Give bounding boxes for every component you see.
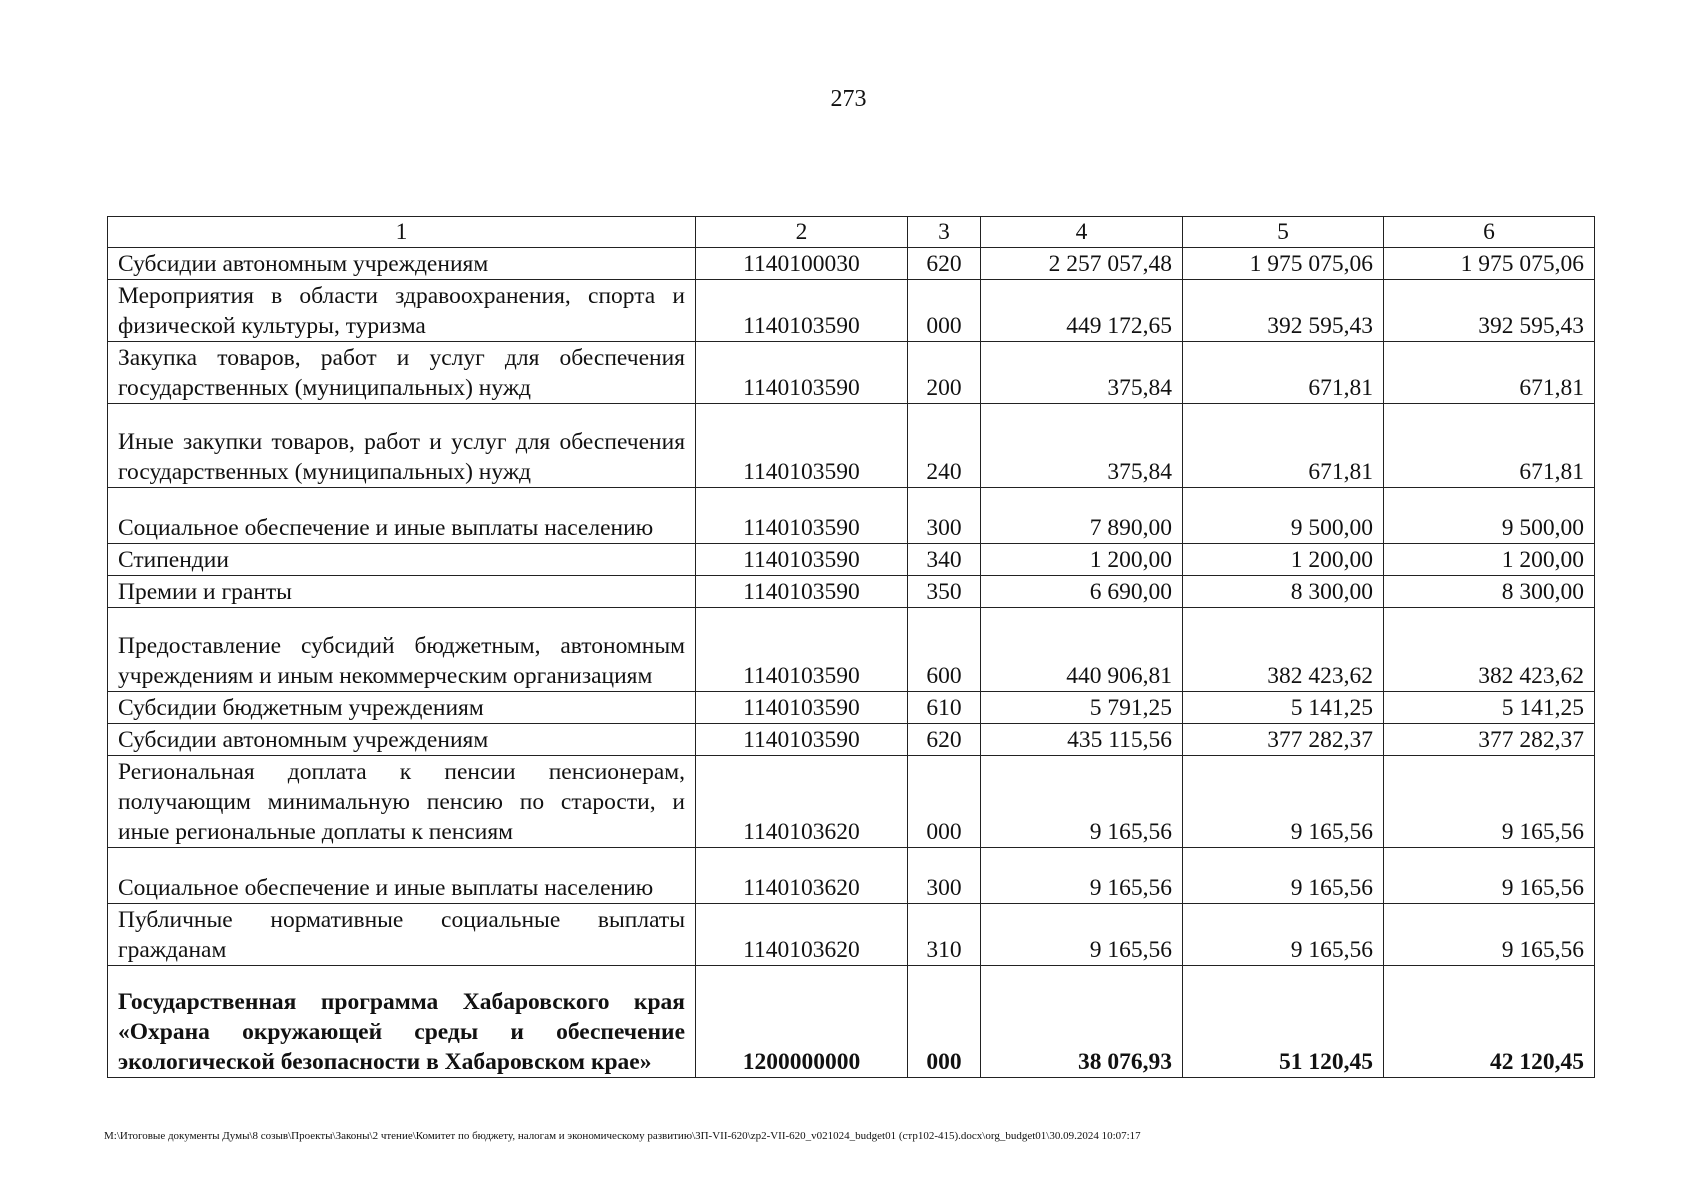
row-value-col4-cell: 38 076,93	[981, 966, 1183, 1078]
row-name-cell: Публичные нормативные социальные выплаты гражданам	[108, 904, 696, 966]
row-code-cell: 1140103590	[696, 280, 908, 342]
row-name-cell: Социальное обеспечение и иные выплаты населению	[108, 488, 696, 544]
row-value-col6-cell: 671,81	[1384, 404, 1595, 488]
row-name-cell: Мероприятия в области здравоохранения, спорта и физической культуры, туризма	[108, 280, 696, 342]
column-header-4: 4	[981, 217, 1183, 248]
row-value-col6-cell: 382 423,62	[1384, 608, 1595, 692]
row-expense-type-cell: 620	[908, 248, 981, 280]
table-row	[108, 904, 1595, 966]
budget-table	[107, 216, 1595, 1078]
row-value-col6-cell: 8 300,00	[1384, 576, 1595, 608]
row-expense-type-cell: 620	[908, 724, 981, 756]
row-value-col6-cell: 1 200,00	[1384, 544, 1595, 576]
row-name-cell: Социальное обеспечение и иные выплаты населению	[108, 848, 696, 904]
column-header-6: 6	[1384, 217, 1595, 248]
row-value-col4-cell: 1 200,00	[981, 544, 1183, 576]
row-value-col6-cell: 9 165,56	[1384, 756, 1595, 848]
table-row	[108, 544, 1595, 576]
table-row	[108, 608, 1595, 692]
row-name-cell: Субсидии автономным учреждениям	[108, 248, 696, 280]
row-name-cell: Субсидии бюджетным учреждениям	[108, 692, 696, 724]
row-value-col5-cell: 9 500,00	[1183, 488, 1384, 544]
table-row	[108, 848, 1595, 904]
table-row	[108, 724, 1595, 756]
row-expense-type-cell: 200	[908, 342, 981, 404]
row-value-col6-cell: 671,81	[1384, 342, 1595, 404]
row-value-col5-cell: 9 165,56	[1183, 848, 1384, 904]
row-code-cell: 1140103590	[696, 404, 908, 488]
row-value-col4-cell: 435 115,56	[981, 724, 1183, 756]
row-value-col4-cell: 9 165,56	[981, 756, 1183, 848]
row-value-col4-cell: 375,84	[981, 342, 1183, 404]
row-value-col5-cell: 9 165,56	[1183, 904, 1384, 966]
row-expense-type-cell: 310	[908, 904, 981, 966]
row-value-col4-cell: 6 690,00	[981, 576, 1183, 608]
row-value-col5-cell: 9 165,56	[1183, 756, 1384, 848]
row-value-col4-cell: 449 172,65	[981, 280, 1183, 342]
row-value-col5-cell: 1 200,00	[1183, 544, 1384, 576]
row-value-col5-cell: 671,81	[1183, 342, 1384, 404]
row-value-col6-cell: 5 141,25	[1384, 692, 1595, 724]
row-value-col5-cell: 8 300,00	[1183, 576, 1384, 608]
row-value-col4-cell: 440 906,81	[981, 608, 1183, 692]
row-code-cell: 1140103590	[696, 692, 908, 724]
row-value-col4-cell: 2 257 057,48	[981, 248, 1183, 280]
table-row	[108, 488, 1595, 544]
row-value-col5-cell: 671,81	[1183, 404, 1384, 488]
table-row	[108, 692, 1595, 724]
row-expense-type-cell: 300	[908, 848, 981, 904]
row-name-cell: Субсидии автономным учреждениям	[108, 724, 696, 756]
column-header-5: 5	[1183, 217, 1384, 248]
row-value-col6-cell: 392 595,43	[1384, 280, 1595, 342]
table-row	[108, 576, 1595, 608]
row-code-cell: 1140103620	[696, 756, 908, 848]
row-expense-type-cell: 000	[908, 280, 981, 342]
row-code-cell: 1140103620	[696, 848, 908, 904]
row-code-cell: 1140100030	[696, 248, 908, 280]
row-expense-type-cell: 350	[908, 576, 981, 608]
table-row	[108, 966, 1595, 1078]
row-expense-type-cell: 240	[908, 404, 981, 488]
row-value-col6-cell: 377 282,37	[1384, 724, 1595, 756]
column-header-1: 1	[108, 217, 696, 248]
row-code-cell: 1200000000	[696, 966, 908, 1078]
row-code-cell: 1140103590	[696, 724, 908, 756]
row-name-cell: Премии и гранты	[108, 576, 696, 608]
row-name-cell: Региональная доплата к пенсии пенсионерам, получающим минимальную пенсию по старости, и иные региональные доплаты к пенсиям	[108, 756, 696, 848]
row-expense-type-cell: 340	[908, 544, 981, 576]
row-code-cell: 1140103590	[696, 342, 908, 404]
row-value-col4-cell: 9 165,56	[981, 904, 1183, 966]
row-code-cell: 1140103590	[696, 488, 908, 544]
row-expense-type-cell: 000	[908, 966, 981, 1078]
row-value-col6-cell: 9 500,00	[1384, 488, 1595, 544]
table-row	[108, 404, 1595, 488]
row-name-cell: Иные закупки товаров, работ и услуг для обеспечения государственных (муниципальных) нужд	[108, 404, 696, 488]
row-code-cell: 1140103590	[696, 576, 908, 608]
row-value-col4-cell: 9 165,56	[981, 848, 1183, 904]
row-value-col4-cell: 375,84	[981, 404, 1183, 488]
row-name-cell: Закупка товаров, работ и услуг для обеспечения государственных (муниципальных) нужд	[108, 342, 696, 404]
column-header-2: 2	[696, 217, 908, 248]
table-row	[108, 248, 1595, 280]
table-row	[108, 280, 1595, 342]
row-value-col5-cell: 392 595,43	[1183, 280, 1384, 342]
row-value-col4-cell: 7 890,00	[981, 488, 1183, 544]
row-value-col5-cell: 51 120,45	[1183, 966, 1384, 1078]
row-value-col6-cell: 9 165,56	[1384, 904, 1595, 966]
row-code-cell: 1140103590	[696, 608, 908, 692]
row-expense-type-cell: 610	[908, 692, 981, 724]
row-value-col5-cell: 382 423,62	[1183, 608, 1384, 692]
page-number: 273	[830, 86, 867, 112]
row-code-cell: 1140103590	[696, 544, 908, 576]
row-expense-type-cell: 000	[908, 756, 981, 848]
column-header-3: 3	[908, 217, 981, 248]
row-value-col6-cell: 42 120,45	[1384, 966, 1595, 1078]
row-expense-type-cell: 600	[908, 608, 981, 692]
row-name-cell: Стипендии	[108, 544, 696, 576]
footer-file-path: M:\Итоговые документы Думы\8 созыв\Проекты\Законы\2 чтение\Комитет по бюджету, налогам и экономическому развитию\ЗП-VII-620\zp2-VII-620_v021024_budget01 (стр102-415).docx\org_budget01\30.09.2024 10:07:17	[104, 1130, 1141, 1142]
row-name-cell: Государственная программа Хабаровского края «Охрана окружающей среды и обеспечение экологической безопасности в Хабаровском крае»	[108, 966, 696, 1078]
row-value-col6-cell: 1 975 075,06	[1384, 248, 1595, 280]
row-code-cell: 1140103620	[696, 904, 908, 966]
row-value-col6-cell: 9 165,56	[1384, 848, 1595, 904]
row-expense-type-cell: 300	[908, 488, 981, 544]
row-value-col5-cell: 1 975 075,06	[1183, 248, 1384, 280]
row-value-col4-cell: 5 791,25	[981, 692, 1183, 724]
row-name-cell: Предоставление субсидий бюджетным, автономным учреждениям и иным некоммерческим организациям	[108, 608, 696, 692]
row-value-col5-cell: 5 141,25	[1183, 692, 1384, 724]
table-row	[108, 756, 1595, 848]
row-value-col5-cell: 377 282,37	[1183, 724, 1384, 756]
table-header-row	[108, 217, 1595, 248]
table-row	[108, 342, 1595, 404]
